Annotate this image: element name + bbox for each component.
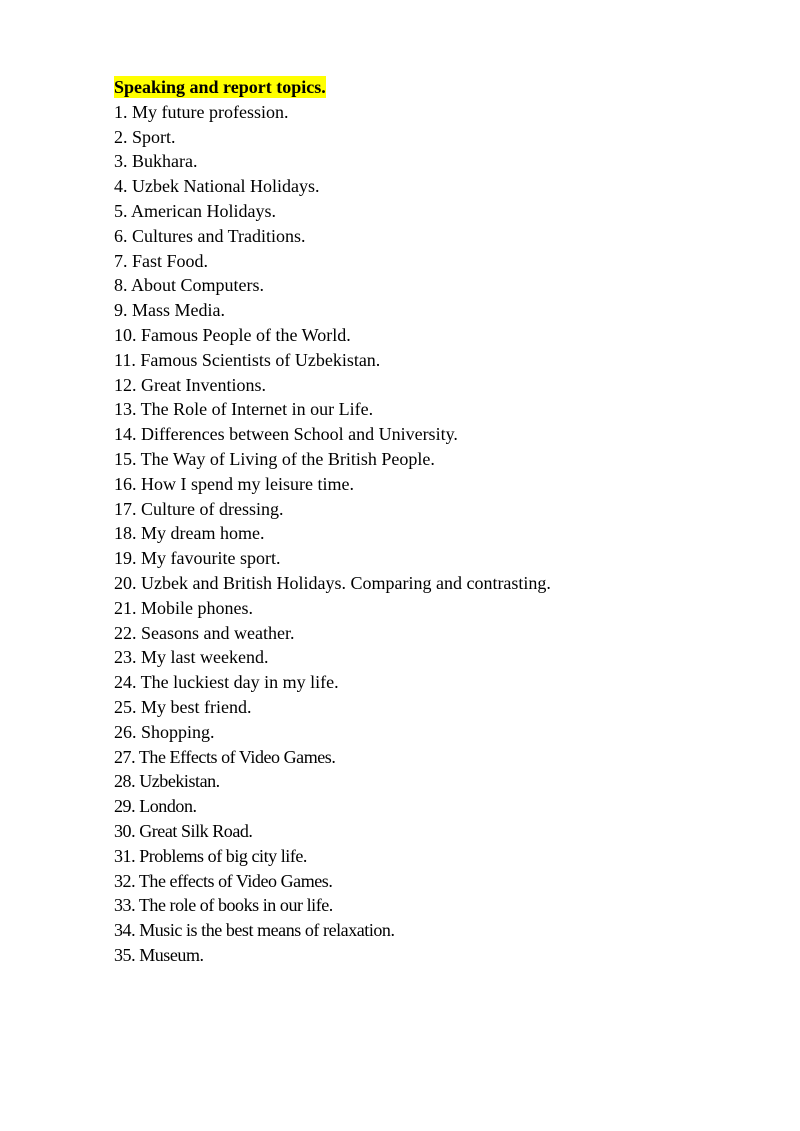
topic-item: 24. The luckiest day in my life. <box>114 672 339 693</box>
topic-item: 31. Problems of big city life. <box>114 845 307 866</box>
topic-item: 34. Music is the best means of relaxation. <box>114 920 395 941</box>
topic-item: 22. Seasons and weather. <box>114 622 295 643</box>
topic-item: 18. My dream home. <box>114 523 265 544</box>
topic-item: 26. Shopping. <box>114 721 215 742</box>
document-heading <box>114 75 734 100</box>
topic-item: 14. Differences between School and University. <box>114 424 458 445</box>
topic-item: 27. The Effects of Video Games. <box>114 746 336 767</box>
topic-item: 7. Fast Food. <box>114 250 209 271</box>
topic-item: 11. Famous Scientists of Uzbekistan. <box>114 349 381 370</box>
topic-item: 1. My future profession. <box>114 101 289 122</box>
topic-item: 12. Great Inventions. <box>114 374 266 395</box>
heading-highlight: Speaking and report topics. <box>114 77 326 97</box>
topic-item: 21. Mobile phones. <box>114 597 253 618</box>
topic-item: 19. My favourite sport. <box>114 548 281 569</box>
topic-item: 32. The effects of Video Games. <box>114 870 333 891</box>
topic-item: 6. Cultures and Traditions. <box>114 225 306 246</box>
topic-item: 20. Uzbek and British Holidays. Comparing and contrasting. <box>114 572 551 593</box>
topic-item: 2. Sport. <box>114 126 176 147</box>
topic-item: 3. Bukhara. <box>114 151 198 172</box>
topic-item: 29. London. <box>114 796 197 817</box>
topic-item: 5. American Holidays. <box>114 200 276 221</box>
topic-item: 23. My last weekend. <box>114 647 269 668</box>
topic-item: 28. Uzbekistan. <box>114 771 220 792</box>
document-content <box>114 75 734 968</box>
topic-item: 4. Uzbek National Holidays. <box>114 176 320 197</box>
topic-item: 35. Museum. <box>114 944 204 965</box>
topic-item: 8. About Computers. <box>114 275 265 296</box>
topic-item: 25. My best friend. <box>114 696 252 717</box>
topic-item: 10. Famous People of the World. <box>114 324 351 345</box>
topic-item: 16. How I spend my leisure time. <box>114 473 354 494</box>
topic-item: 9. Mass Media. <box>114 300 225 321</box>
topic-item: 13. The Role of Internet in our Life. <box>114 399 374 420</box>
topic-item: 17. Culture of dressing. <box>114 498 284 519</box>
topic-item: 15. The Way of Living of the British People. <box>114 448 435 469</box>
topic-item: 33. The role of books in our life. <box>114 895 333 916</box>
topic-list <box>114 100 734 968</box>
topic-item: 30. Great Silk Road. <box>114 820 253 841</box>
